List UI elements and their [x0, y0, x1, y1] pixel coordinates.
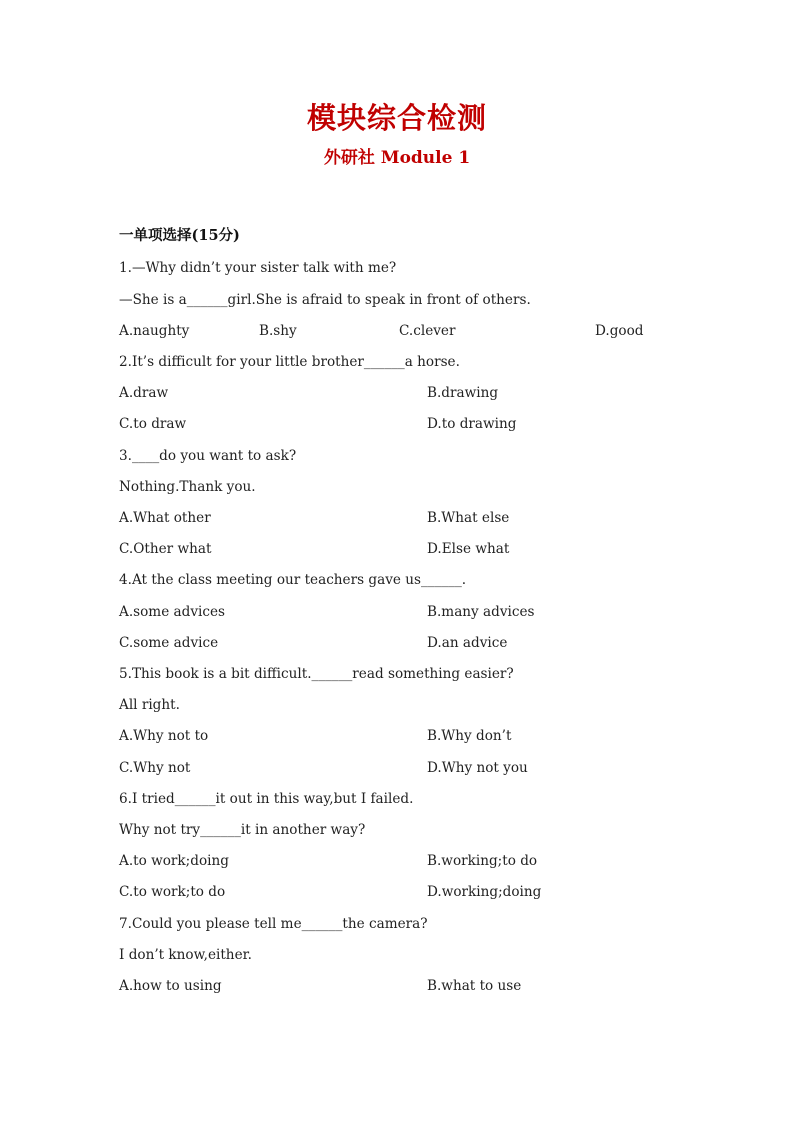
section-title: 一单项选择(15分) — [119, 227, 240, 244]
question-6-option-c: C.to work;to do — [119, 884, 226, 900]
question-3-line-2: Nothing.Thank you. — [119, 479, 256, 495]
question-5-option-b: B.Why don’t — [427, 728, 512, 744]
question-4-option-c: C.some advice — [119, 635, 219, 651]
question-6-stem: 6.I tried______it out in this way,but I failed. — [119, 791, 414, 807]
question-7-option-a: A.how to using — [119, 978, 222, 994]
question-1-line-2: —She is a______girl.She is afraid to speak in front of others. — [119, 292, 531, 308]
question-6-option-a: A.to work;doing — [119, 853, 229, 869]
question-6-line-2: Why not try______it in another way? — [119, 822, 366, 838]
question-4-option-a: A.some advices — [119, 604, 226, 620]
question-2-option-b: B.drawing — [427, 385, 499, 401]
question-5-option-c: C.Why not — [119, 760, 191, 776]
question-1-option-b: B.shy — [259, 323, 297, 339]
question-2-option-c: C.to draw — [119, 416, 187, 432]
question-6-option-d: D.working;doing — [427, 884, 542, 900]
question-5-stem: 5.This book is a bit difficult.______read something easier? — [119, 666, 514, 682]
question-3-option-b: B.What else — [427, 510, 510, 526]
question-1-stem: 1.—Why didn’t your sister talk with me? — [119, 260, 397, 276]
question-7-stem: 7.Could you please tell me______the camera? — [119, 916, 428, 932]
question-4-option-b: B.many advices — [427, 604, 535, 620]
question-5-option-d: D.Why not you — [427, 760, 528, 776]
question-5-line-2: All right. — [119, 697, 180, 713]
question-3-option-c: C.Other what — [119, 541, 212, 557]
question-1-option-a: A.naughty — [119, 323, 190, 339]
question-6-option-b: B.working;to do — [427, 853, 538, 869]
question-5-option-a: A.Why not to — [119, 728, 209, 744]
question-7-option-b: B.what to use — [427, 978, 522, 994]
question-3-option-d: D.Else what — [427, 541, 510, 557]
question-4-stem: 4.At the class meeting our teachers gave us______. — [119, 572, 467, 588]
page-title: 模块综合检测 — [306, 101, 487, 135]
question-4-option-d: D.an advice — [427, 635, 508, 651]
question-2-stem: 2.It’s difficult for your little brother______a horse. — [119, 354, 460, 370]
question-2-option-d: D.to drawing — [427, 416, 517, 432]
question-1-option-d: D.good — [595, 323, 644, 339]
question-3-stem: 3.____do you want to ask? — [119, 448, 297, 464]
question-3-option-a: A.What other — [119, 510, 211, 526]
question-7-line-2: I don’t know,either. — [119, 947, 252, 963]
question-2-option-a: A.draw — [119, 385, 169, 401]
question-1-option-c: C.clever — [399, 323, 456, 339]
page-subtitle: 外研社 Module 1 — [323, 148, 471, 168]
